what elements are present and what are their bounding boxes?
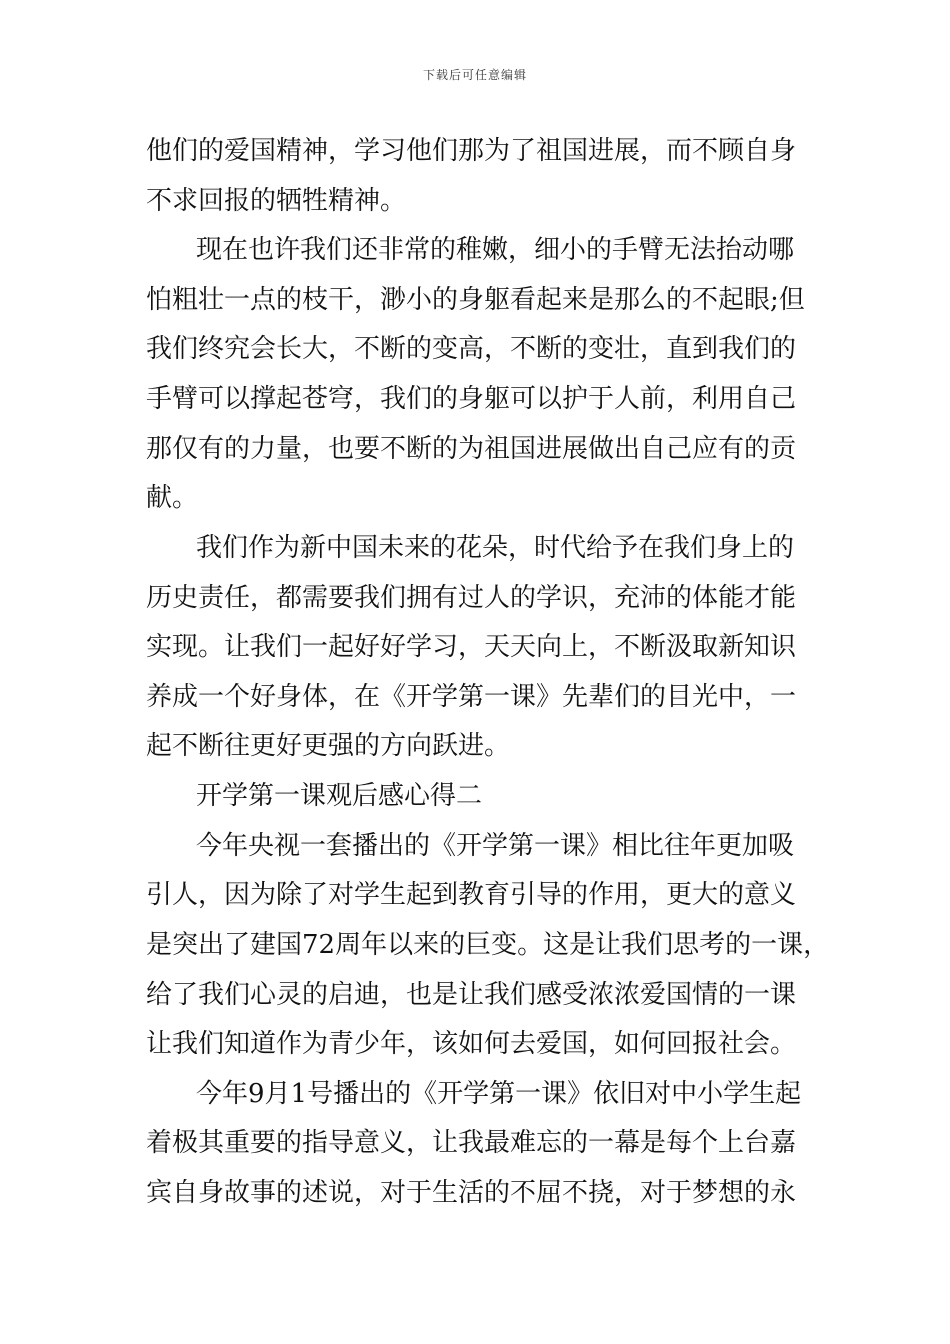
body-line: 给了我们心灵的启迪，也是让我们感受浓浓爱国情的一课 bbox=[146, 980, 797, 1010]
section-heading: 开学第一课观后感心得二 bbox=[196, 781, 483, 811]
body-line: 现在也许我们还非常的稚嫩，细小的手臂无法抬动哪 bbox=[196, 235, 795, 265]
body-line: 今年央视一套播出的《开学第一课》相比往年更加吸 bbox=[196, 831, 795, 861]
body-line: 实现。让我们一起好好学习，天天向上，不断汲取新知识 bbox=[146, 632, 797, 662]
body-line: 今年9月1号播出的《开学第一课》依旧对中小学生起 bbox=[196, 1079, 802, 1109]
body-line: 起不断往更好更强的方向跃进。 bbox=[146, 731, 511, 761]
body-line: 不求回报的牺牲精神。 bbox=[146, 186, 407, 216]
body-line: 我们作为新中国未来的花朵，时代给予在我们身上的 bbox=[196, 533, 795, 563]
body-line: 手臂可以撑起苍穹，我们的身躯可以护于人前，利用自己 bbox=[146, 384, 797, 414]
body-line: 引人，因为除了对学生起到教育引导的作用，更大的意义 bbox=[146, 880, 797, 910]
body-line: 我们终究会长大，不断的变高，不断的变壮，直到我们的 bbox=[146, 334, 797, 364]
body-line: 着极其重要的指导意义，让我最难忘的一幕是每个上台嘉 bbox=[146, 1128, 797, 1158]
body-line: 养成一个好身体，在《开学第一课》先辈们的目光中，一 bbox=[146, 682, 797, 712]
body-line: 献。 bbox=[146, 483, 199, 513]
body-line: 他们的爱国精神，学习他们那为了祖国进展，而不顾自身 bbox=[146, 136, 797, 166]
body-line: 怕粗壮一点的枝干，渺小的身躯看起来是那么的不起眼;但 bbox=[146, 285, 805, 315]
body-line: 那仅有的力量，也要不断的为祖国进展做出自己应有的贡 bbox=[146, 434, 797, 464]
body-line: 历史责任，都需要我们拥有过人的学识，充沛的体能才能 bbox=[146, 583, 797, 613]
body-line: 让我们知道作为青少年，该如何去爱国，如何回报社会。 bbox=[146, 1029, 797, 1059]
body-line: 是突出了建国72周年以来的巨变。这是让我们思考的一课， bbox=[146, 930, 830, 960]
body-line: 宾自身故事的述说，对于生活的不屈不挠，对于梦想的永 bbox=[146, 1178, 797, 1208]
page-header: 下载后可任意编辑 bbox=[422, 68, 527, 82]
